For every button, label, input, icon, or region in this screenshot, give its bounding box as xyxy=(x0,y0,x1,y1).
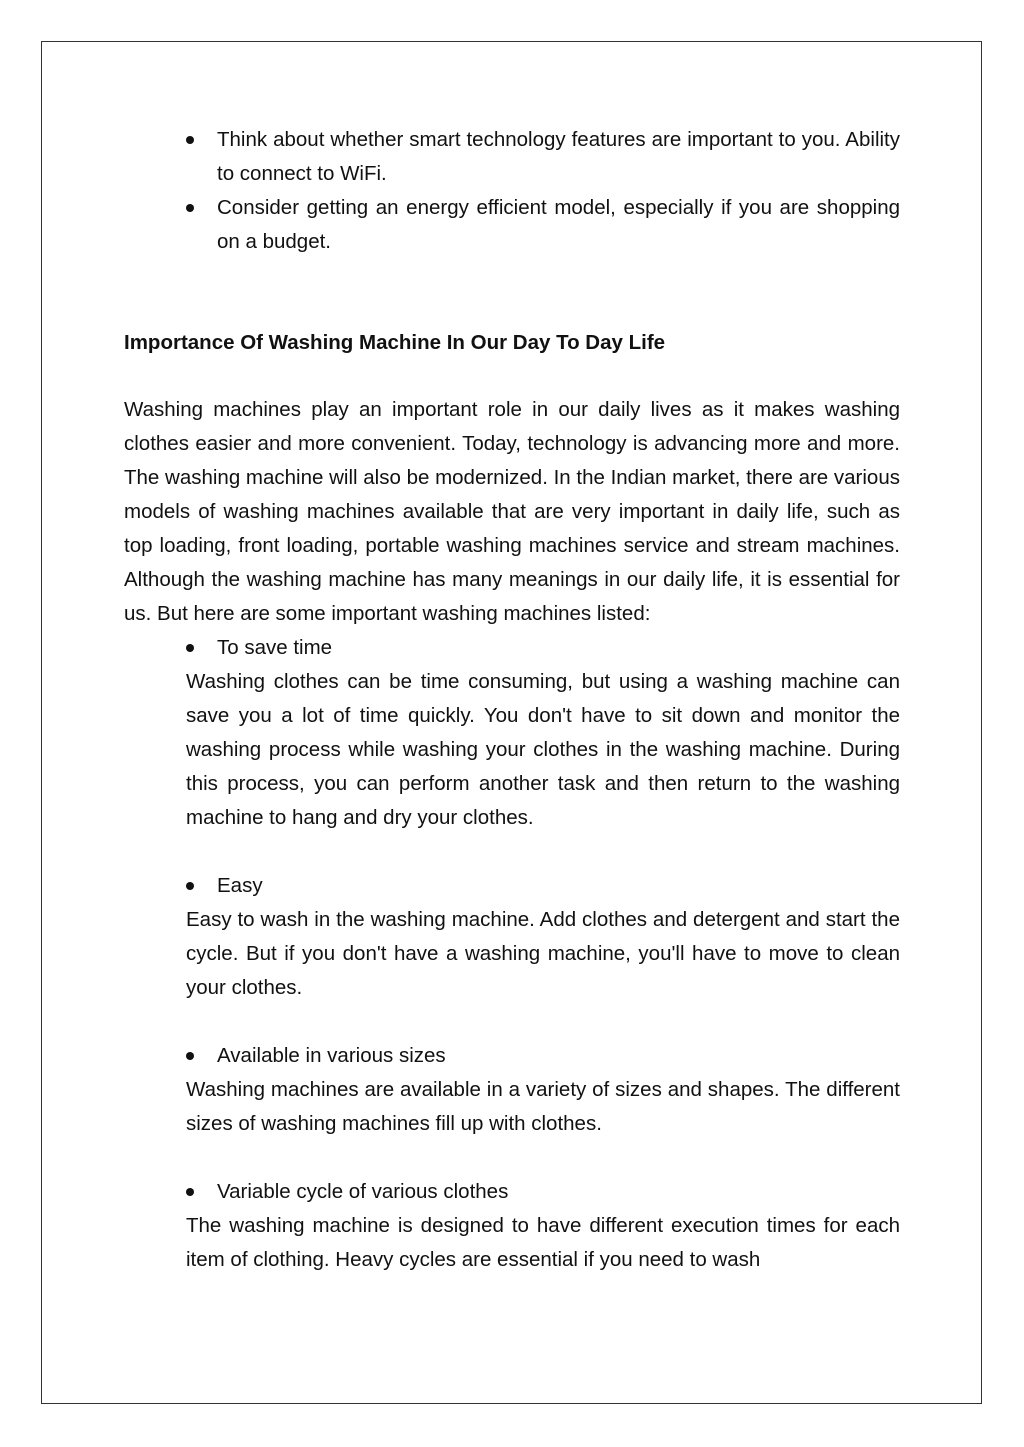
document-body xyxy=(124,123,900,1277)
list-item-title xyxy=(124,631,900,665)
list-item-title xyxy=(124,869,900,903)
item-text-sizes: Washing machines are available in a variety of sizes and shapes. The different sizes of washing machines fill up with clothes. xyxy=(186,1078,900,1135)
spacer xyxy=(124,1005,900,1039)
item-title-cycle: Variable cycle of various clothes xyxy=(217,1180,509,1203)
bullet-icon xyxy=(186,644,194,652)
list-item-title xyxy=(124,1039,900,1073)
bullet-icon xyxy=(186,1052,194,1060)
bullet-icon xyxy=(186,136,194,144)
item-text-easy: Easy to wash in the washing machine. Add clothes and detergent and start the cycle. But if you don't have a washing machine, you'll have to move to clean your clothes. xyxy=(186,908,900,999)
section-heading: Importance Of Washing Machine In Our Day To Day Life xyxy=(124,331,666,354)
spacer xyxy=(124,1141,900,1175)
bullet-icon xyxy=(186,882,194,890)
intro-bullet-2 xyxy=(124,191,900,259)
section-paragraph: Washing machines play an important role in our daily lives as it makes washing clothes easier and more convenient. Today, technology is advancing more and more. The washing machine will also be modernized. In the Indian market, there are various models of washing machines available that are very important in daily life, such as top loading, front loading, portable washing machines service and stream machines. Although the washing machine has many meanings in our daily life, it is essential for us. But here are some important washing machines listed: xyxy=(124,398,900,625)
intro-bullet-1 xyxy=(124,123,900,191)
item-title-save-time: To save time xyxy=(217,636,333,659)
intro-bullet-text: Consider getting an energy efficient model, especially if you are shopping on a budget. xyxy=(217,196,900,253)
item-title-easy: Easy xyxy=(217,874,263,897)
list-item-title xyxy=(124,1175,900,1209)
spacer xyxy=(124,835,900,869)
item-text-save-time: Washing clothes can be time consuming, but using a washing machine can save you a lot of time quickly. You don't have to sit down and monitor the washing process while washing your clothes in the washing machine. During this process, you can perform another task and then return to the washing machine to hang and dry your clothes. xyxy=(186,670,900,829)
bullet-icon xyxy=(186,204,194,212)
item-text-cycle: The washing machine is designed to have different execution times for each item of clothing. Heavy cycles are essential if you need to wash xyxy=(186,1214,900,1271)
intro-bullet-text: Think about whether smart technology features are important to you. Ability to connect to WiFi. xyxy=(217,128,900,185)
item-title-sizes: Available in various sizes xyxy=(217,1044,446,1067)
bullet-icon xyxy=(186,1188,194,1196)
